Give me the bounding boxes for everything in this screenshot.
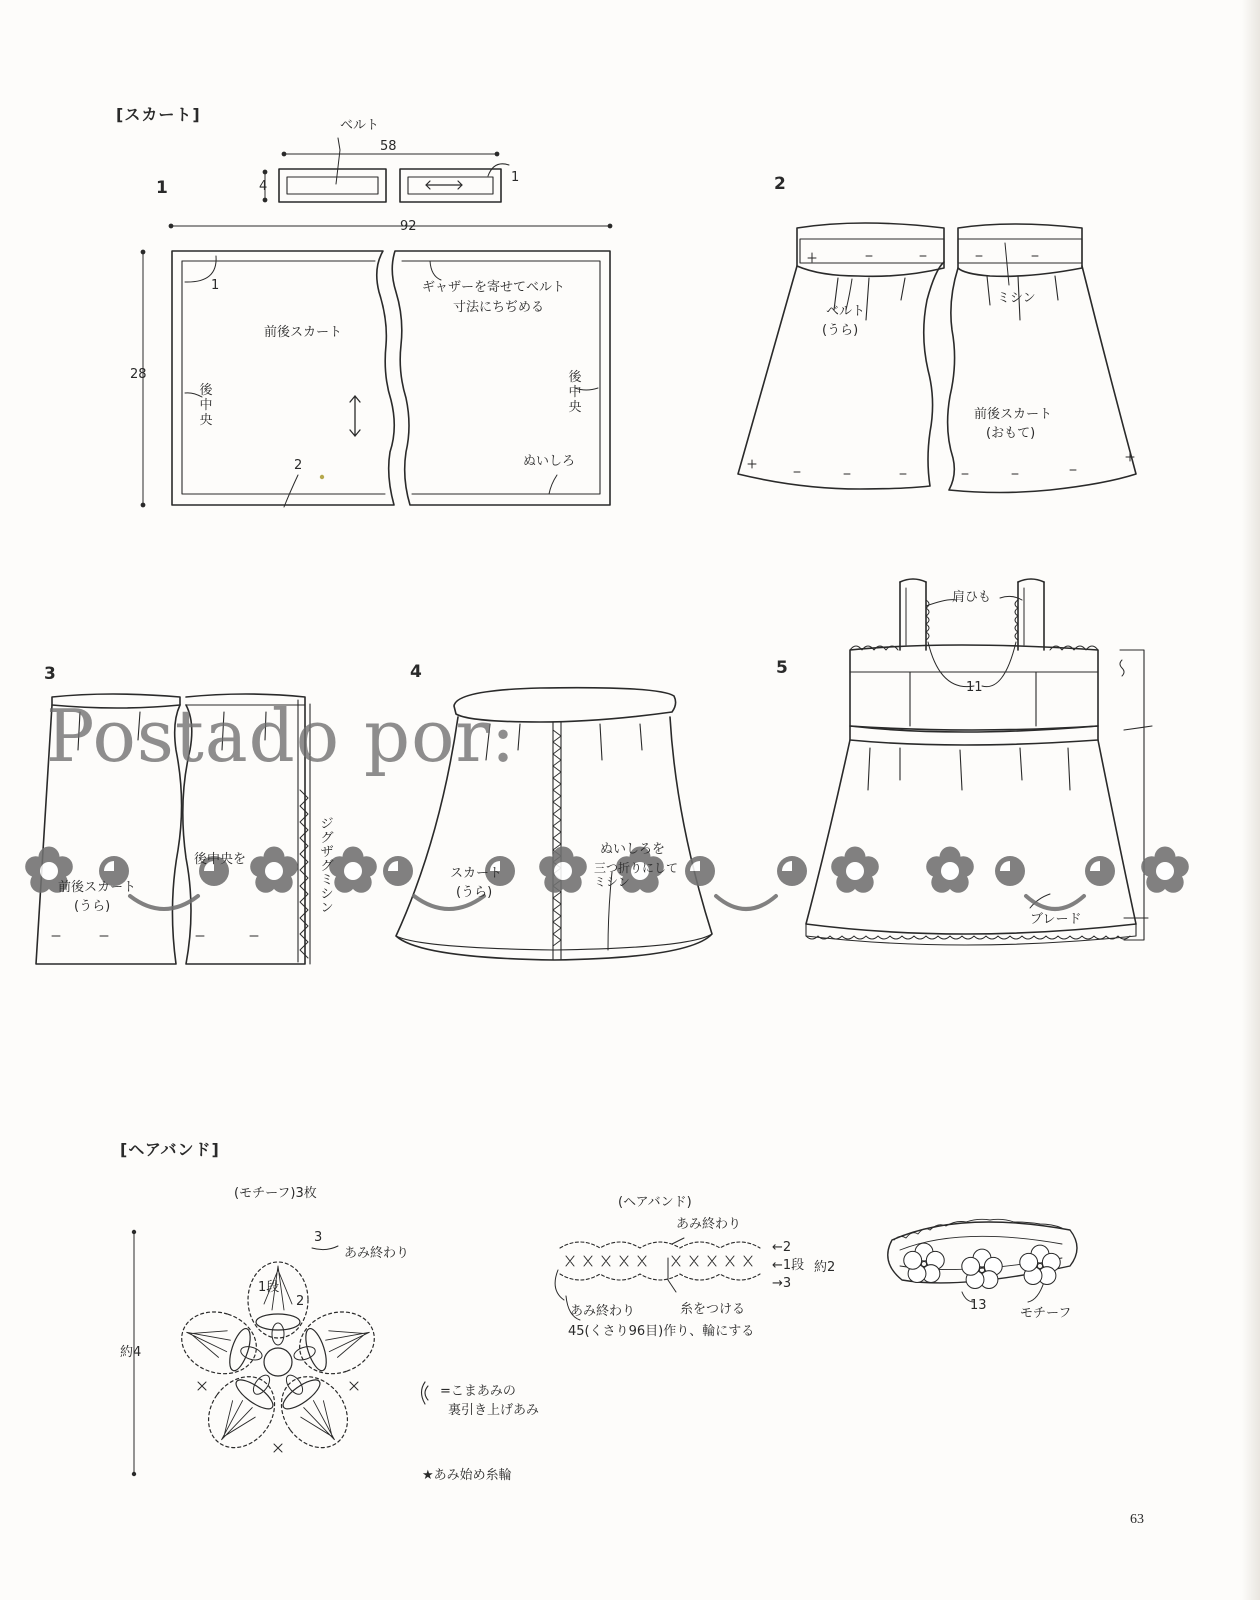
step4-piece-side: (うら) [456,885,493,900]
step3-center-note: 後中央を [194,852,247,867]
step1-gather-note-2: 寸法にちぢめる [453,300,545,315]
step-number-4: 4 [410,662,422,682]
step3-piece-side: (うら) [74,899,111,914]
finished-width: 13 [970,1298,987,1313]
step3-piece-label: 前後スカート [58,880,137,895]
step2-belt-side: (うら) [822,323,859,338]
step4-fold-note-1: ぬいしろを [600,842,666,857]
step4-piece-label: スカート [450,866,503,881]
watermark-text: Postado por: [46,694,517,778]
motif-size: 約4 [120,1345,142,1360]
step1-belt-length: 58 [380,139,397,154]
step2-piece-label: 前後スカート [974,407,1053,422]
motif-end: あみ終わり [344,1246,410,1261]
step-number-5: 5 [776,658,788,678]
step5-strap-spacing: 11 [966,680,983,695]
step2-stitch-label: ミシン [997,291,1036,306]
hairband-motifs [904,1243,1060,1288]
step1-belt-width: 4 [259,179,268,194]
band-row2: ←2 [772,1240,792,1255]
band-row3: →3 [772,1276,792,1291]
step1-piece-label: 前後スカート [264,325,343,340]
step5-braid-label: ブレード [1030,912,1082,927]
step5-strap-label: 肩ひも [952,590,992,605]
legend-symbol-1: =こまあみの [440,1384,516,1399]
step3-zigzag-note: ジグザグミシン [320,817,334,916]
band-end-top: あみ終わり [676,1217,742,1232]
motif-round1: 1段 [258,1280,280,1295]
step-number-1: 1 [156,178,168,198]
band-chain: 45(くさり96目)作り、輪にする [568,1324,755,1339]
motif-round2: 2 [296,1294,305,1309]
band-approx: 約2 [814,1260,836,1275]
step1-belt-seam: 1 [511,170,520,185]
step2-piece-side: (おもて) [986,426,1036,441]
step1-seam-bottom: 2 [294,458,303,473]
page-number: 63 [1130,1512,1144,1527]
step2-belt-label: ベルト [826,304,866,319]
step-number-3: 3 [44,664,56,684]
section-title-skirt: [スカート] [116,105,201,124]
legend-symbol-2: 裏引き上げあみ [448,1403,540,1418]
ink-dot [320,475,324,479]
step1-back-center-left: 後中央 [199,383,213,428]
step1-gather-note-1: ギャザーを寄せてベルト [422,280,566,295]
finished-motif-label: モチーフ [1020,1306,1072,1321]
step1-back-center-right: 後中央 [568,370,582,415]
step1-total-width: 92 [400,219,417,234]
band-row1: ←1段 [772,1258,805,1273]
band-title: (ヘアバンド) [618,1195,692,1210]
watermark-smiles [130,896,1084,909]
legend-start: ★あみ始め糸輪 [422,1468,512,1483]
band-attach: 糸をつける [680,1302,746,1317]
motif-title: (モチーフ)3枚 [234,1186,317,1201]
step1-belt-label: ベルト [340,118,380,133]
step1-seam-top: 1 [211,278,220,293]
band-end-bottom: あみ終わり [570,1304,636,1319]
step-number-2: 2 [774,174,786,194]
motif-chart [132,1230,428,1475]
section-title-hairband: [ヘアバンド] [120,1140,220,1159]
step1-height: 28 [130,367,147,382]
step2-diagram [738,223,1136,493]
step4-fold-note-2: 三つ折りにしてミシン [594,861,679,890]
motif-round3: 3 [314,1230,323,1245]
step1-seam-allowance: ぬいしろ [523,454,576,469]
